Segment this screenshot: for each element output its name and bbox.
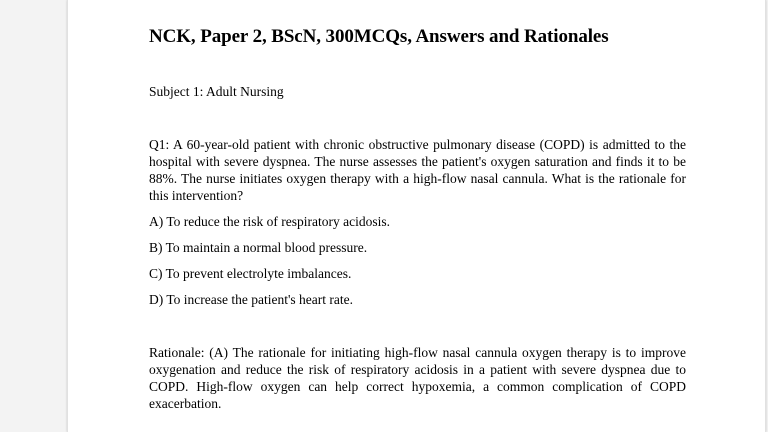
document-title: NCK, Paper 2, BScN, 300MCQs, Answers and Rationales [149,26,609,47]
rationale-text: Rationale: (A) The rationale for initiating high-flow nasal cannula oxygen therapy is to improve oxygenation and reduce the risk of respiratory acidosis in a patient with severe dyspnea due to COPD. High-flow oxygen can help correct hypoxemia, a common complication of COPD exacerbation. [149,345,686,411]
option-b: B) To maintain a normal blood pressure. [149,240,368,255]
option-c: C) To prevent electrolyte imbalances. [149,266,352,281]
document-page [67,0,766,432]
option-d: D) To increase the patient's heart rate. [149,292,354,307]
answer-options [149,213,390,317]
question-text: Q1: A 60-year-old patient with chronic obstructive pulmonary disease (COPD) is admitted to the hospital with severe dyspnea. The nurse assesses the patient's oxygen saturation and finds it to be 88%. The nurse initiates oxygen therapy with a high-flow nasal cannula. What is the rationale for this intervention? [149,137,686,203]
subject-heading: Subject 1: Adult Nursing [149,84,284,99]
option-a: A) To reduce the risk of respiratory acidosis. [149,214,390,229]
